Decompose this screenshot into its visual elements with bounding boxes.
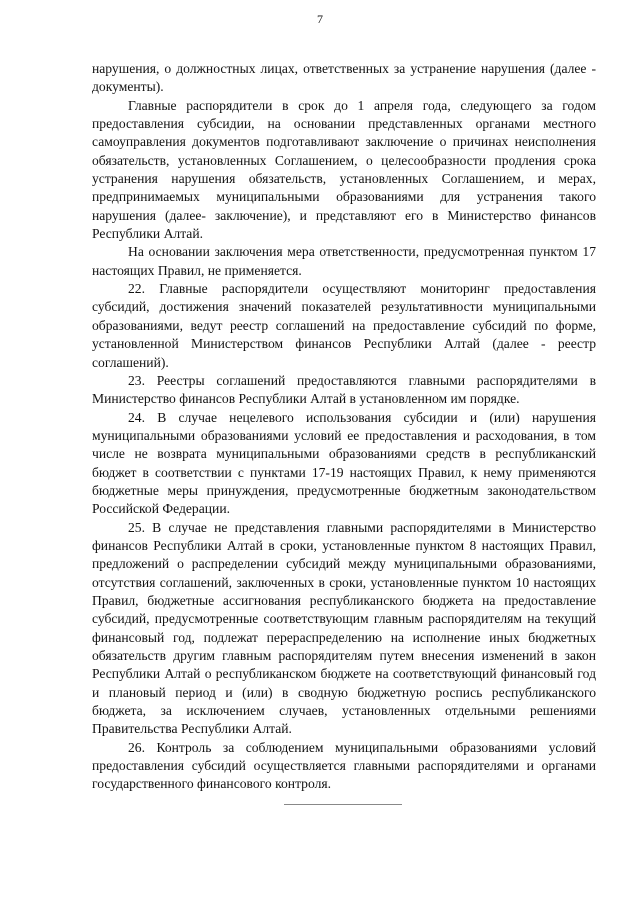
paragraph-26: 26. Контроль за соблюдением муниципальными образованиями условий предоставления субсидий осуществляется главными распорядителями и органами государственного финансового контроля. — [92, 739, 596, 792]
footer-divider — [284, 804, 402, 805]
paragraph-conclusion: Главные распорядители в срок до 1 апреля года, следующего за годом предоставления субсидии, на основании представленных органами местного самоуправления документов подготавливают заключение о причинах неисполнения обязательств, установленных Соглашением, о целесообразности продления срока устранения нарушения обязательств, установленных Соглашением, и мерах, предпринимаемых муниципальными образованиями для устранения такого нарушения (далее- заключение), и представляют его в Министерство финансов Республики Алтай. — [92, 97, 596, 242]
paragraph-continuation: нарушения, о должностных лицах, ответственных за устранение нарушения (далее - документы). — [92, 61, 596, 95]
paragraph-responsibility: На основании заключения мера ответственности, предусмотренная пунктом 17 настоящих Правил, не применяется. — [92, 244, 596, 278]
page-number: 7 — [317, 12, 323, 26]
paragraph-23: 23. Реестры соглашений предоставляются главными распорядителями в Министерство финансов Республики Алтай в установленном им порядке. — [92, 372, 596, 407]
paragraph-24: 24. В случае нецелевого использования субсидии и (или) нарушения муниципальными образованиями условий ее предоставления и расходования, в том числе не возврата муниципальными образованиями средств в республиканский бюджет в соответствии с пунктами 17-19 настоящих Правил, к нему применяются бюджетные меры принуждения, предусмотренные бюджетным законодательством Российской Федерации. — [92, 409, 596, 517]
paragraph-25: 25. В случае не представления главными распорядителями в Министерство финансов Республики Алтай в сроки, установленные пунктом 8 настоящих Правил, предложений о распределении субсидий между муниципальными образованиями, отсутствия соглашений, заключенных в сроки, установленные пунктом 10 настоящих Правил, бюджетные ассигнования республиканского бюджета на предоставление субсидий, предусмотренные соответствующим главным распорядителям на текущий финансовый год, подлежат перераспределению на исполнение иных бюджетных обязательств другим главным распорядителям путем внесения изменений в закон Республики Алтай о республиканском бюджете на соответствующий финансовый год и плановый период и (или) в сводную бюджетную роспись республиканского бюджета, за исключением случаев, установленных отдельными решениями Правительства Республики Алтай. — [92, 519, 596, 737]
document-body — [92, 60, 596, 794]
paragraph-22: 22. Главные распорядители осуществляют мониторинг предоставления субсидий, достижения значений показателей результативности муниципальными образованиями, ведут реестр соглашений на предоставление субсидий по форме, установленной Министерством финансов Республики Алтай (далее - реестр соглашений). — [92, 281, 596, 370]
